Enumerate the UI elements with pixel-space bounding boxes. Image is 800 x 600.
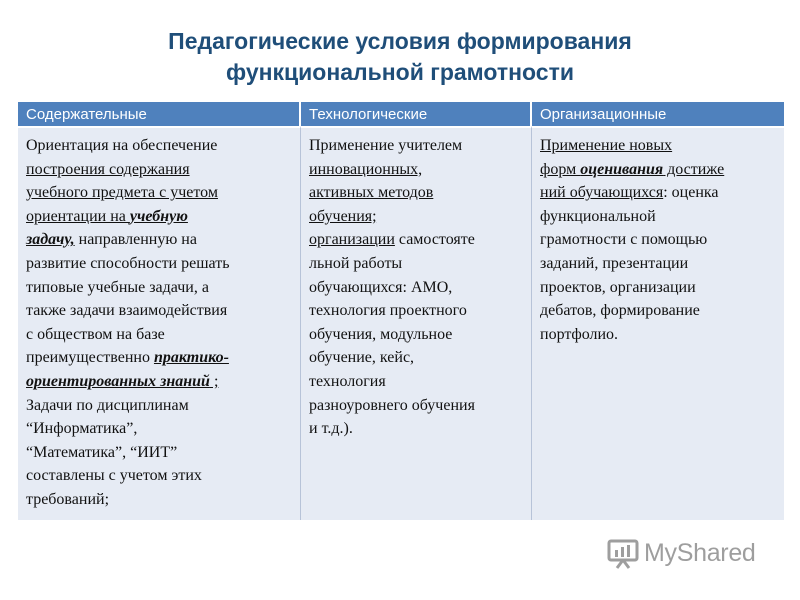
- header-content: Содержательные: [18, 102, 301, 126]
- header-organizational: Организационные: [532, 102, 784, 126]
- cell-technological: Применение учителем инновационных, активных методов обучения; организации самостояте льной работы обучающихся: АМО, технология проектного обучения, модульное обучение, кейс, технология разноуровнего обучения и т.д.).: [301, 126, 532, 520]
- presentation-icon: [606, 536, 640, 570]
- conditions-table: [18, 102, 784, 520]
- table-header-row: [18, 102, 784, 126]
- cell-organizational: Применение новых форм оценивания достиже ний обучающихся: оценка функциональной грамотности с помощью заданий, презентации проектов, организации дебатов, формирование портфолио.: [532, 126, 784, 520]
- slide-title: [0, 26, 800, 88]
- title-line-2: функциональной грамотности: [226, 59, 574, 85]
- cell-content: Ориентация на обеспечение построения содержания учебного предмета с учетом ориентации на учебную задачу, направленную на развитие способности решать типовые учебные задачи, а также задачи взаимодействия с обществом на базе преимущественно практико- ориентированных знаний ; Задачи по дисциплинам “Информатика”, “Математика”, “ИИТ” составлены с учетом этих требований;: [18, 126, 301, 520]
- watermark-text: MyShared: [644, 539, 756, 567]
- title-line-1: Педагогические условия формирования: [168, 28, 632, 54]
- header-technological: Технологические: [301, 102, 532, 126]
- table-row: [18, 126, 784, 520]
- myshared-watermark: [606, 536, 766, 572]
